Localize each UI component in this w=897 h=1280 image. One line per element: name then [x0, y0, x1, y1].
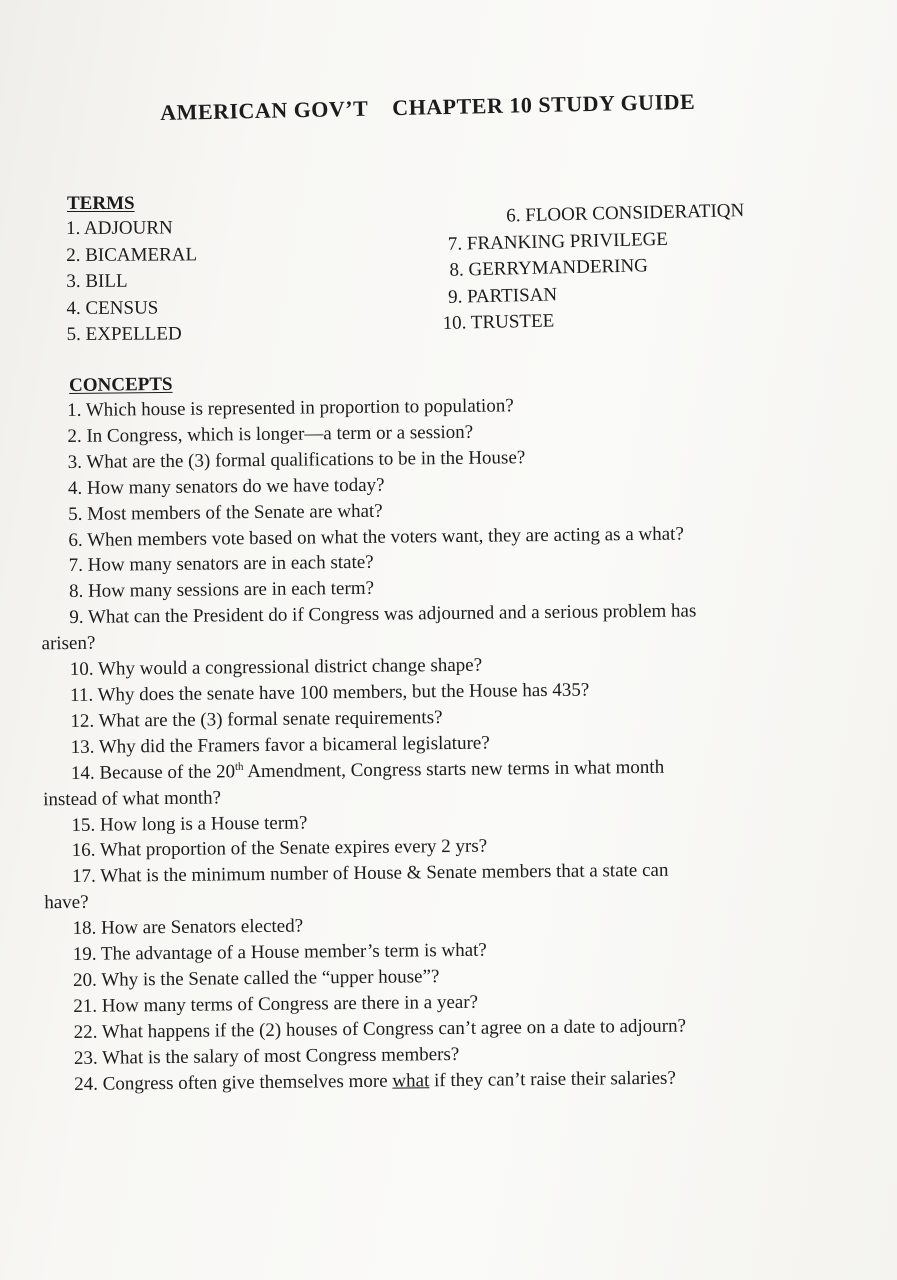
question-item: 5. Most members of the Senate are what? — [68, 500, 383, 525]
term-item: 1. ADJOURN — [66, 217, 173, 239]
terms-heading: TERMS — [67, 193, 135, 214]
question-item: 18. How are Senators elected? — [72, 915, 304, 940]
terms-list-right — [440, 198, 747, 337]
term-item: 6. FLOOR CONSIDERATIQN — [506, 200, 745, 227]
terms-list-left — [66, 215, 198, 348]
underlined-word: what — [392, 1069, 430, 1092]
question-item: 15. How long is a House term? — [71, 812, 308, 836]
ordinal-suffix: th — [234, 760, 244, 773]
term-item: 2. BICAMERAL — [66, 243, 198, 266]
concepts-heading: CONCEPTS — [69, 373, 173, 396]
question-item: 3. What are the (3) formal qualifications to be in the House? — [67, 447, 526, 473]
question-item: 17. What is the minimum number of House & Senate members that a state can — [71, 860, 669, 888]
page-title — [160, 89, 695, 126]
question-text: 14. Because of the 20 — [70, 760, 236, 784]
title-course: AMERICAN GOV’T — [160, 95, 369, 125]
question-text: if they can’t raise their salaries? — [429, 1067, 676, 1091]
question-item: 21. How many terms of Congress are there in a year? — [73, 991, 479, 1017]
question-continuation: instead of what month? — [43, 787, 222, 810]
question-continuation: have? — [44, 892, 89, 914]
question-item: 19. The advantage of a House member’s term is what? — [72, 939, 487, 966]
question-item: 10. Why would a congressional district change shape? — [69, 654, 483, 681]
title-chapter: CHAPTER 10 STUDY GUIDE — [392, 88, 696, 121]
question-item: 12. What are the (3) formal senate requirements? — [70, 706, 443, 732]
term-item: 3. BILL — [66, 270, 128, 292]
question-item: 6. When members vote based on what the voters want, they are acting as a what? — [68, 523, 684, 551]
question-item: 1. Which house is represented in proportion to population? — [67, 395, 514, 421]
question-item: 16. What proportion of the Senate expires every 2 yrs? — [71, 836, 488, 862]
term-item: 10. TRUSTEE — [442, 310, 555, 334]
question-item: 20. Why is the Senate called the “upper house”? — [72, 966, 440, 991]
term-item: 8. GERRYMANDERING — [449, 255, 649, 281]
question-item: 2. In Congress, which is longer—a term or a session? — [67, 421, 474, 447]
question-item: 11. Why does the senate have 100 members, but the House has 435? — [70, 679, 590, 706]
question-continuation: arisen? — [41, 632, 96, 655]
term-item: 5. EXPELLED — [66, 323, 182, 345]
term-item: 4. CENSUS — [66, 297, 159, 319]
question-item: 7. How many senators are in each state? — [68, 552, 374, 577]
question-item: 9. What can the President do if Congress was adjourned and a serious problem has — [69, 600, 697, 629]
question-text: Amendment, Congress starts new terms in what month — [243, 756, 665, 782]
term-item: 7. FRANKING PRIVILEGE — [447, 228, 669, 255]
concepts-list — [41, 390, 844, 1097]
question-text: 24. Congress often give themselves more — [74, 1070, 393, 1095]
question-item: 22. What happens if the (2) houses of Congress can’t agree on a date to adjourn? — [73, 1015, 687, 1043]
term-item: 9. PARTISAN — [447, 283, 558, 308]
question-item: 13. Why did the Framers favor a bicameral legislature? — [70, 732, 490, 758]
question-item: 8. How many sessions are in each term? — [68, 578, 375, 603]
question-item: 23. What is the salary of most Congress members? — [73, 1043, 460, 1069]
question-item: 4. How many senators do we have today? — [67, 474, 385, 499]
